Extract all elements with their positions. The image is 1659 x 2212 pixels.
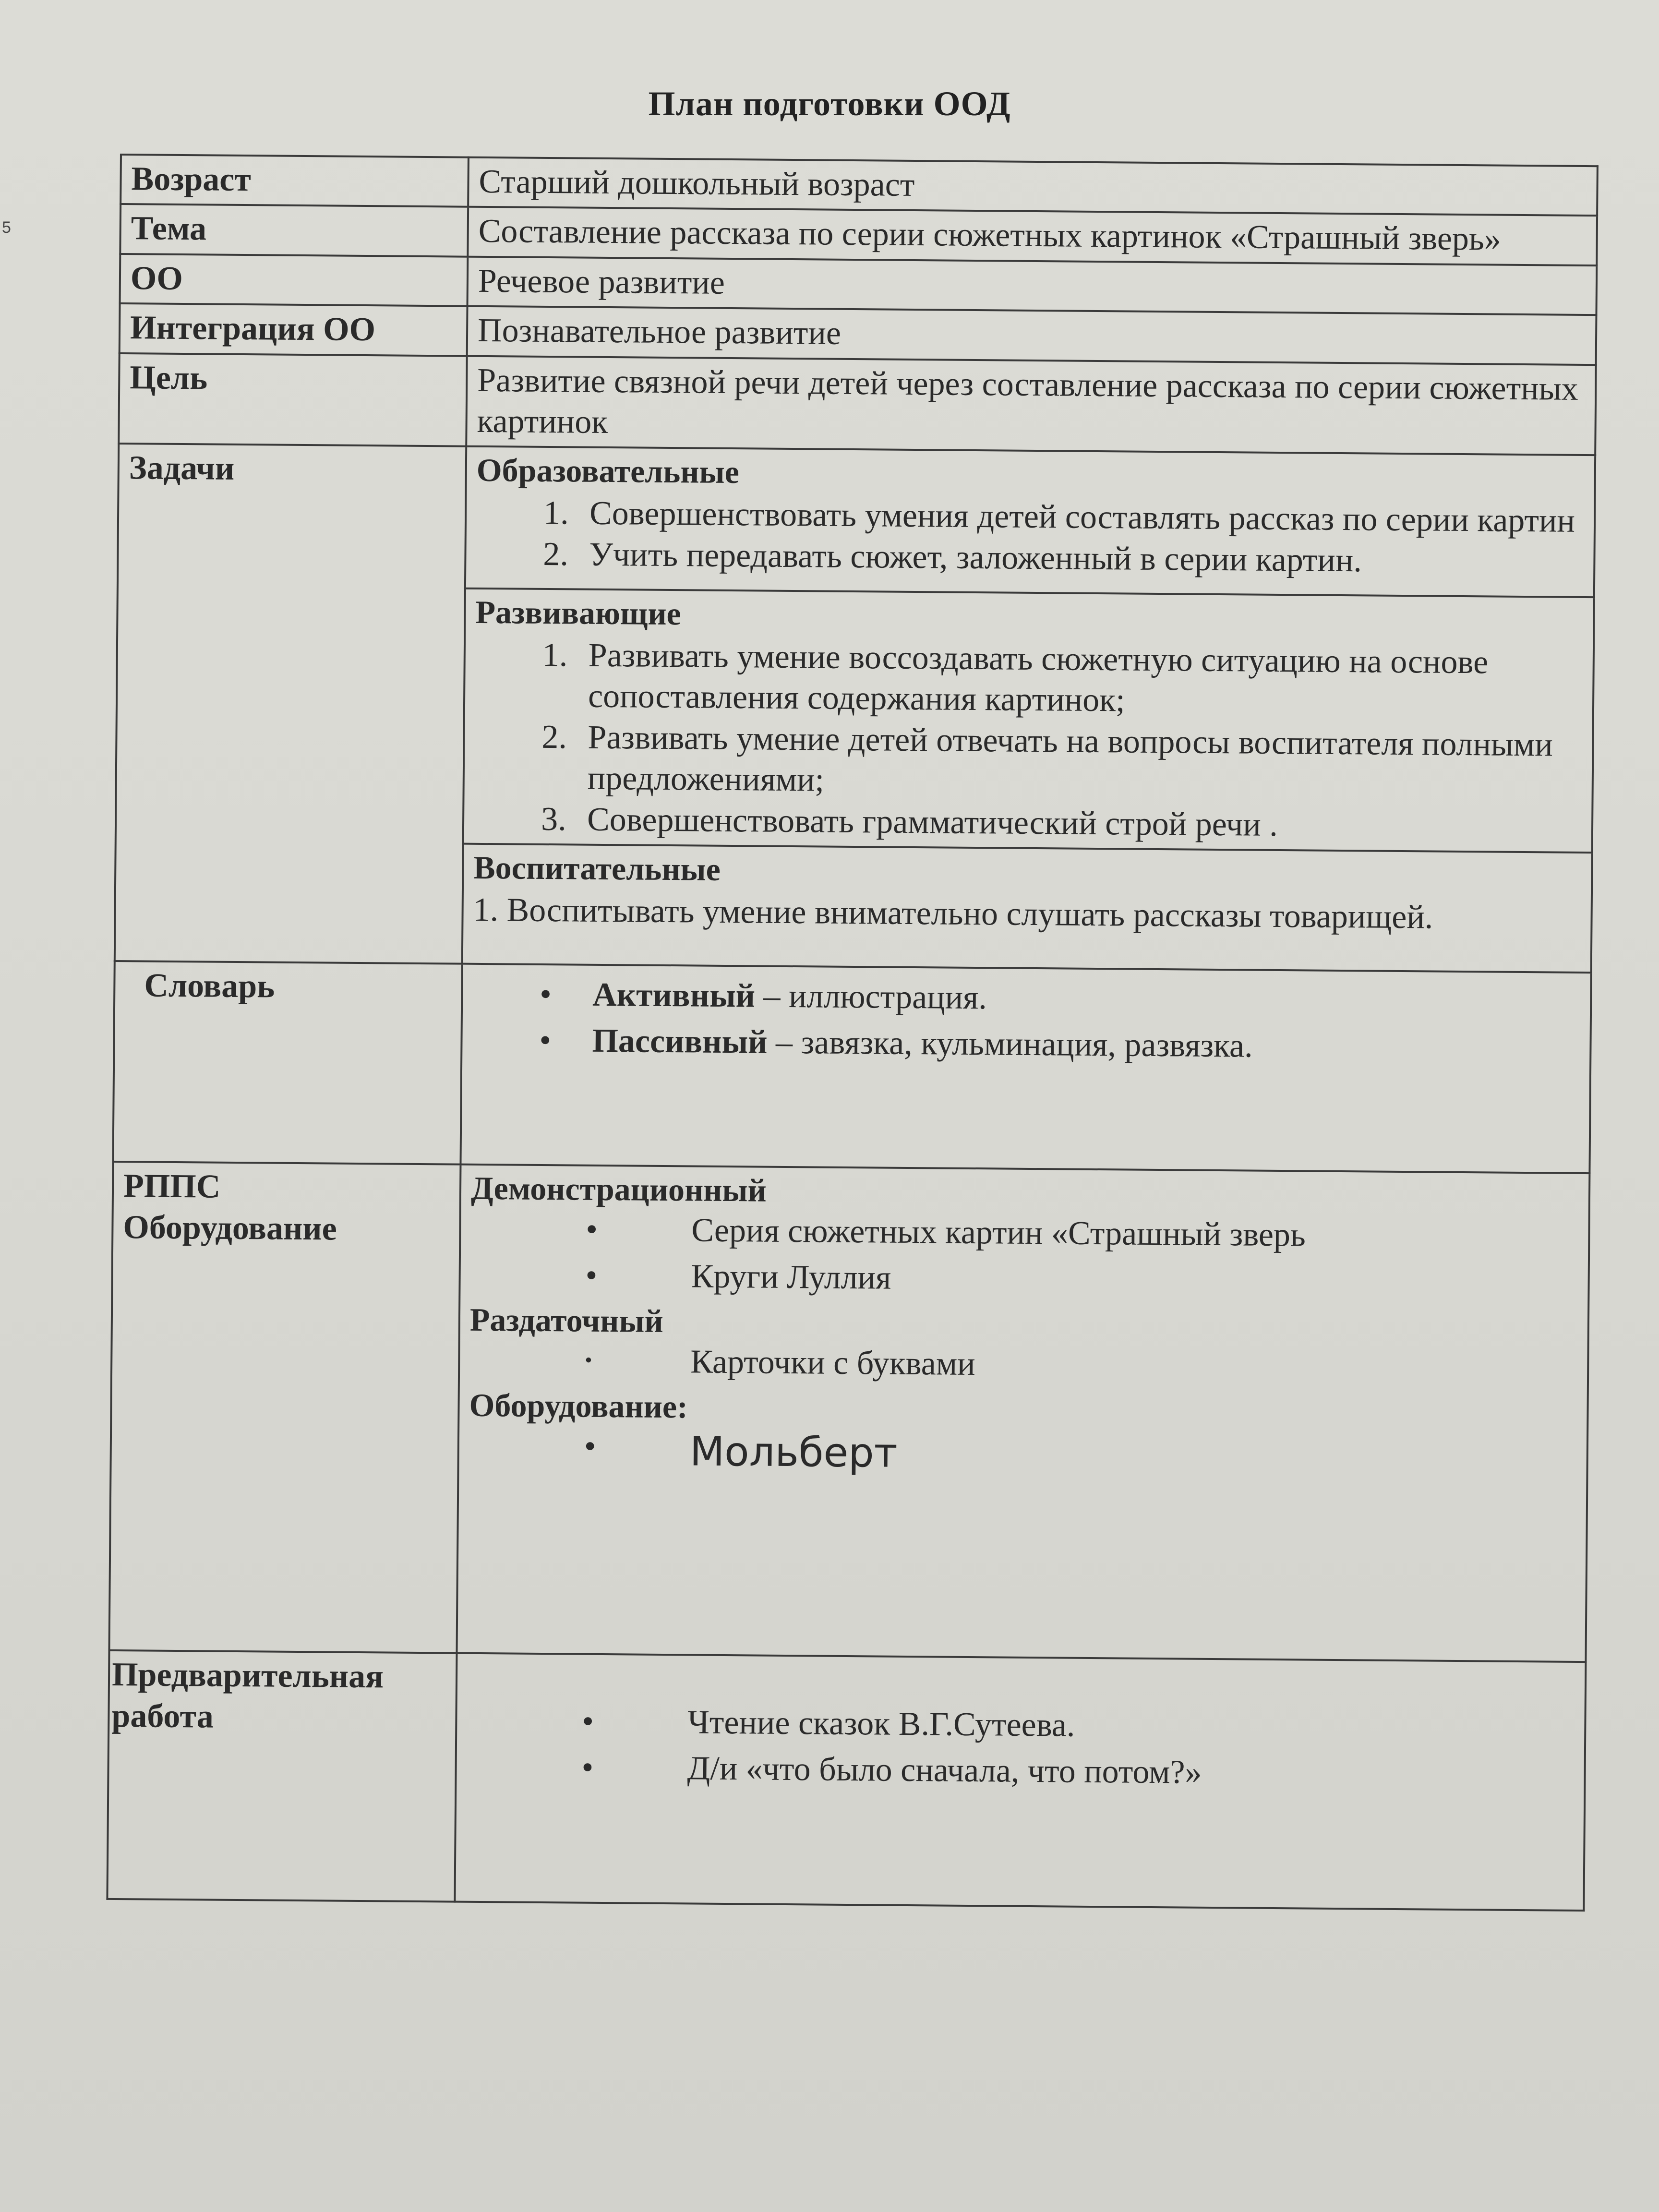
bullet-icon: • [584, 1428, 596, 1466]
label-goal: Цель [119, 353, 467, 446]
list-item [585, 1255, 1578, 1304]
bullet-icon: • [581, 1749, 594, 1786]
list-item [586, 1209, 1579, 1258]
vocabulary-term: Пассивный [592, 1022, 768, 1061]
plan-table [106, 154, 1598, 1911]
bullet-icon: • [585, 1257, 598, 1294]
tasks-developing [463, 589, 1594, 853]
label-vocabulary: Словарь [113, 961, 462, 1165]
section-title: Демонстрационный [470, 1170, 767, 1209]
page-title: План подготовки ООД [648, 84, 1011, 123]
section-title: Образовательные [476, 452, 740, 491]
value-topic: Составление рассказа по серии сюжетных картинок «Страшный зверь» [468, 207, 1597, 265]
list-item [539, 1020, 1580, 1069]
list-item-text: Серия сюжетных картин «Страшный зверь [691, 1212, 1306, 1254]
list-item-text: Чтение сказок В.Г.Сутеева. [687, 1704, 1075, 1744]
value-age: Старший дошкольный возраст [468, 157, 1598, 216]
list-item: 1. Воспитывать умение внимательно слушать рассказы товарищей. [473, 891, 1433, 936]
section-title: Раздаточный [469, 1301, 664, 1340]
list-item: 2. Развивать умение детей отвечать на вопросы воспитателя полными предложениями; [575, 717, 1582, 806]
section-title: Развивающие [475, 593, 682, 632]
list-item-text: Карточки с буквами [690, 1343, 975, 1383]
margin-mark: 5 [2, 218, 11, 237]
list-item: 1. Совершенствовать умения детей составлять рассказ по серии картин [577, 493, 1585, 542]
vocabulary-text: – завязка, кульминация, развязка. [767, 1023, 1253, 1065]
task-list [476, 492, 1584, 583]
handout-list [469, 1340, 1578, 1390]
vocabulary-list [472, 974, 1580, 1069]
section-title: Оборудование: [469, 1387, 688, 1425]
tools-list [469, 1425, 1577, 1483]
value-integration: Познавательное развитие [467, 306, 1597, 365]
equipment-cell [457, 1165, 1589, 1662]
list-item [584, 1426, 1577, 1483]
label-area: ОО [120, 254, 468, 306]
list-item: 3. Совершенствовать грамматический строй речи . [575, 799, 1582, 848]
label-equipment-line1: РППС [123, 1167, 221, 1206]
list-item [582, 1701, 1575, 1750]
label-equipment-line2: Оборудование [123, 1208, 337, 1248]
vocabulary-term: Активный [592, 976, 756, 1015]
table-row [119, 353, 1596, 456]
vocabulary-text: – иллюстрация. [755, 977, 987, 1017]
section-title: Воспитательные [473, 849, 721, 888]
label-equipment [109, 1162, 461, 1653]
bullet-icon: • [539, 976, 552, 1013]
vocabulary-cell [460, 964, 1591, 1173]
label-topic: Тема [120, 204, 468, 256]
preliminary-cell [455, 1653, 1586, 1911]
label-tasks: Задачи [115, 444, 466, 964]
bullet-icon: • [586, 1211, 598, 1249]
tasks-upbringing [462, 844, 1592, 973]
label-preliminary: Предварительная работа [107, 1650, 457, 1902]
list-item: 2. Учить передавать сюжет, заложенный в серии картин. [577, 534, 1584, 583]
table-row [109, 1162, 1590, 1662]
bullet-icon: • [539, 1022, 552, 1059]
label-integration: Интеграция ОО [120, 303, 468, 356]
value-area: Речевое развитие [468, 256, 1597, 315]
list-item-text: Круги Луллия [691, 1258, 891, 1297]
table-row [118, 444, 1595, 597]
list-item [540, 974, 1581, 1023]
list-item-text: Д/и «что было сначала, что потом?» [687, 1750, 1202, 1791]
task-list [474, 634, 1583, 848]
demo-list [470, 1208, 1578, 1304]
list-item [581, 1747, 1575, 1796]
table-row [107, 1650, 1586, 1911]
preliminary-list [466, 1700, 1575, 1796]
list-item-text: Мольберт [689, 1428, 898, 1477]
table-row [113, 961, 1591, 1173]
list-item [585, 1341, 1578, 1390]
bullet-icon: • [585, 1348, 592, 1372]
value-goal: Развитие связной речи детей через составление рассказа по серии сюжетных картинок [466, 356, 1596, 455]
tasks-educational [465, 446, 1595, 597]
bullet-icon: • [582, 1703, 594, 1741]
list-item: 1. Развивать умение воссоздавать сюжетную ситуацию на основе сопоставления содержания картинок; [576, 635, 1583, 725]
label-age: Возраст [120, 155, 469, 207]
